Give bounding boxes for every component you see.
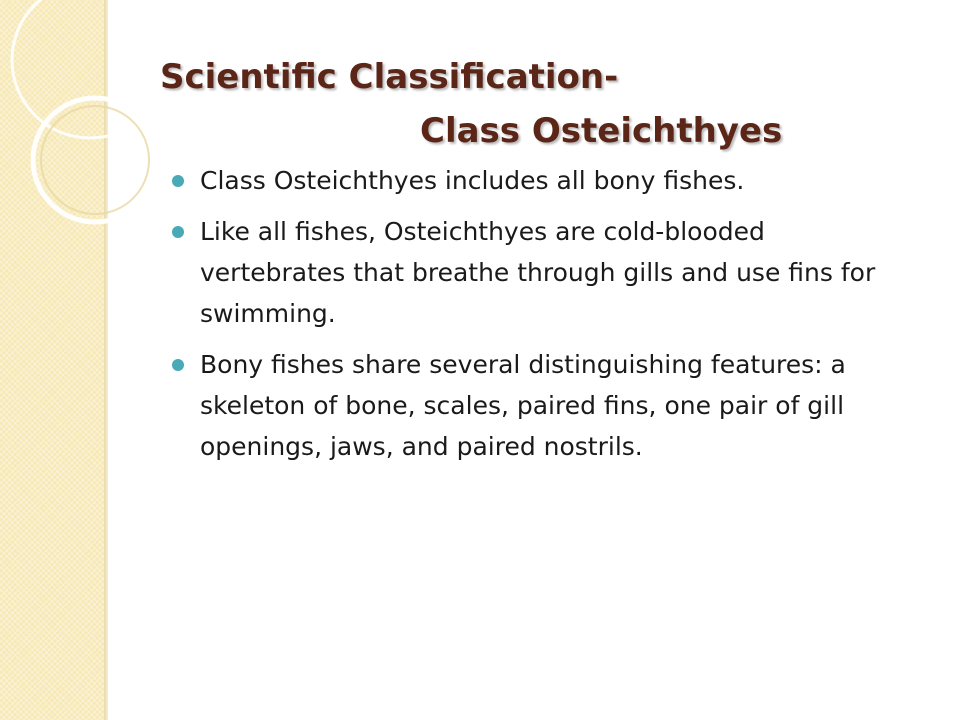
- bullet-text: Like all fishes, Osteichthyes are cold-blooded vertebrates that breathe through gills and use fins for swimming.: [200, 217, 876, 328]
- slide-title-line1: Scientific Classification-: [160, 57, 619, 97]
- decorative-circle-small: [33, 98, 157, 222]
- bullet-dot-icon: [172, 175, 184, 187]
- bullet-item: [172, 344, 912, 467]
- decorative-circle-inner: [41, 106, 149, 214]
- bullet-item: [172, 160, 912, 201]
- slide-title: [160, 50, 920, 158]
- slide-title-line2: Class Osteichthyes: [420, 111, 783, 151]
- decorative-circle-large: [12, 0, 168, 138]
- bullet-dot-icon: [172, 226, 184, 238]
- bullet-text: Class Osteichthyes includes all bony fishes.: [200, 166, 745, 195]
- bullet-text: Bony fishes share several distinguishing features: a skeleton of bone, scales, paired fins, one pair of gill openings, jaws, and paired nostrils.: [200, 350, 846, 461]
- bullet-list: [172, 160, 912, 477]
- bullet-dot-icon: [172, 359, 184, 371]
- bullet-item: [172, 211, 912, 334]
- decorative-circles: [0, 0, 180, 260]
